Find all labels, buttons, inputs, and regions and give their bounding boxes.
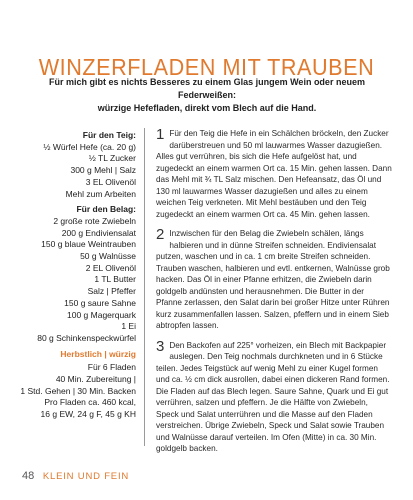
steps-column bbox=[156, 128, 392, 463]
ingredient-item: 2 große rote Zwiebeln bbox=[53, 215, 136, 226]
ingredient-item: ½ Würfel Hefe (ca. 20 g) bbox=[43, 141, 136, 152]
step-text: Inzwischen für den Belag die Zwiebeln schälen, längs halbieren und in dünne Streifen schneiden. Endiviensalat putzen, waschen und in ca. 1 cm breite Streifen schneiden. Trauben waschen, halbieren und evtl. entkernen, Walnüsse grob hacken. Das Öl in einer Pfanne erhitzen, die Zwiebeln darin goldgelb andünsten und herausnehmen. Die Butter in der Pfanne zerlassen, den Salat darin bei großer Hitze unter Rühren kurz zusammenfallen lassen. Salzen, pfeffern und in einem Sieb abtropfen lassen. bbox=[156, 229, 390, 330]
recipe-intro bbox=[22, 76, 392, 115]
ingredient-item: 200 g Endiviensalat bbox=[61, 227, 136, 238]
step-text: Den Backofen auf 225° vorheizen, ein Blech mit Backpapier auslegen. Den Teig nochmals durchkneten und in 6 Stücke teilen. Jedes Teigstück auf wenig Mehl zu einer Kugel formen und ca. ½ cm dick ausrollen, dabei einen dickeren Rand formen. Die Fladen auf das Blech legen. Saure Sahne, Quark und Ei gut verrühren, salzen und pfeffern. Je die Hälfte von Zwiebeln, Speck und Salat unterrühren und die Masse auf den Fladen verstreichen. Übrige Zwiebeln, Speck und Salat sowie Trauben und Walnüsse darauf verteilen. Im Ofen (Mitte) in ca. 30 Min. goldgelb backen. bbox=[156, 340, 390, 453]
ingredient-item: 100 g Magerquark bbox=[67, 309, 136, 320]
step-text: Für den Teig die Hefe in ein Schälchen bröckeln, den Zucker darüberstreuen und 50 ml lauwarmes Wasser dazugießen. Alles gut verrühren, bis sich die Hefe aufgelöst hat, und zugedeckt an einem warmen Ort ca. 15 Min. gehen lassen. Dann das Mehl mit ¾ TL Salz mischen. Den Hefeansatz, das Öl und 130 ml lauwarmes Wasser dazugießen und alles zu einem weichen Teig verkneten. Mit Mehl bestäuben und den Teig zugedeckt an einem warmen Ort ca. 45 Min. gehen lassen. bbox=[156, 129, 392, 219]
ingredient-item: 300 g Mehl | Salz bbox=[70, 165, 136, 176]
recipe-note: 16 g EW, 24 g F, 45 g KH bbox=[40, 409, 136, 420]
intro-line: Für mich gibt es nichts Besseres zu einem Glas jungem Wein oder neuem Federweißen: bbox=[49, 77, 365, 100]
column-divider bbox=[144, 128, 145, 446]
section-name: KLEIN UND FEIN bbox=[42, 471, 130, 482]
recipe-note: Pro Fladen ca. 460 kcal, bbox=[44, 397, 136, 408]
ingredient-item: 80 g Schinkenspeckwürfel bbox=[37, 332, 136, 343]
recipe-note: 1 Std. Gehen | 30 Min. Backen bbox=[20, 385, 136, 396]
step-number: 1 bbox=[156, 126, 165, 143]
step-1 bbox=[156, 128, 392, 220]
recipe-title: WINZERFLADEN MIT TRAUBEN bbox=[38, 53, 375, 80]
ingredient-item: ½ TL Zucker bbox=[88, 153, 136, 164]
ingredient-item: 1 TL Butter bbox=[94, 274, 136, 285]
topping-heading: Für den Belag: bbox=[76, 204, 136, 215]
ingredient-item: 150 g blaue Weintrauben bbox=[41, 239, 136, 250]
ingredient-item: 3 EL Olivenöl bbox=[85, 176, 136, 187]
page-footer bbox=[22, 470, 129, 482]
recipe-tags: Herbstlich | würzig bbox=[60, 348, 136, 359]
ingredient-item: Salz | Pfeffer bbox=[87, 286, 136, 297]
ingredient-item: 2 EL Olivenöl bbox=[85, 262, 136, 273]
ingredient-item: 150 g saure Sahne bbox=[64, 297, 136, 308]
step-2 bbox=[156, 228, 392, 332]
recipe-note: 40 Min. Zubereitung | bbox=[55, 374, 136, 385]
page-number: 48 bbox=[22, 470, 35, 482]
step-3 bbox=[156, 337, 392, 455]
step-number: 2 bbox=[156, 226, 165, 243]
ingredients-column bbox=[20, 130, 136, 421]
ingredient-item: 50 g Walnüsse bbox=[80, 251, 136, 262]
intro-line: würzige Hefefladen, direkt vom Blech auf die Hand. bbox=[97, 103, 317, 113]
step-number: 3 bbox=[156, 337, 165, 355]
ingredient-item: 1 Ei bbox=[121, 321, 136, 332]
recipe-note: Für 6 Fladen bbox=[87, 362, 136, 373]
ingredient-item: Mehl zum Arbeiten bbox=[65, 188, 136, 199]
dough-heading: Für den Teig: bbox=[82, 130, 136, 140]
